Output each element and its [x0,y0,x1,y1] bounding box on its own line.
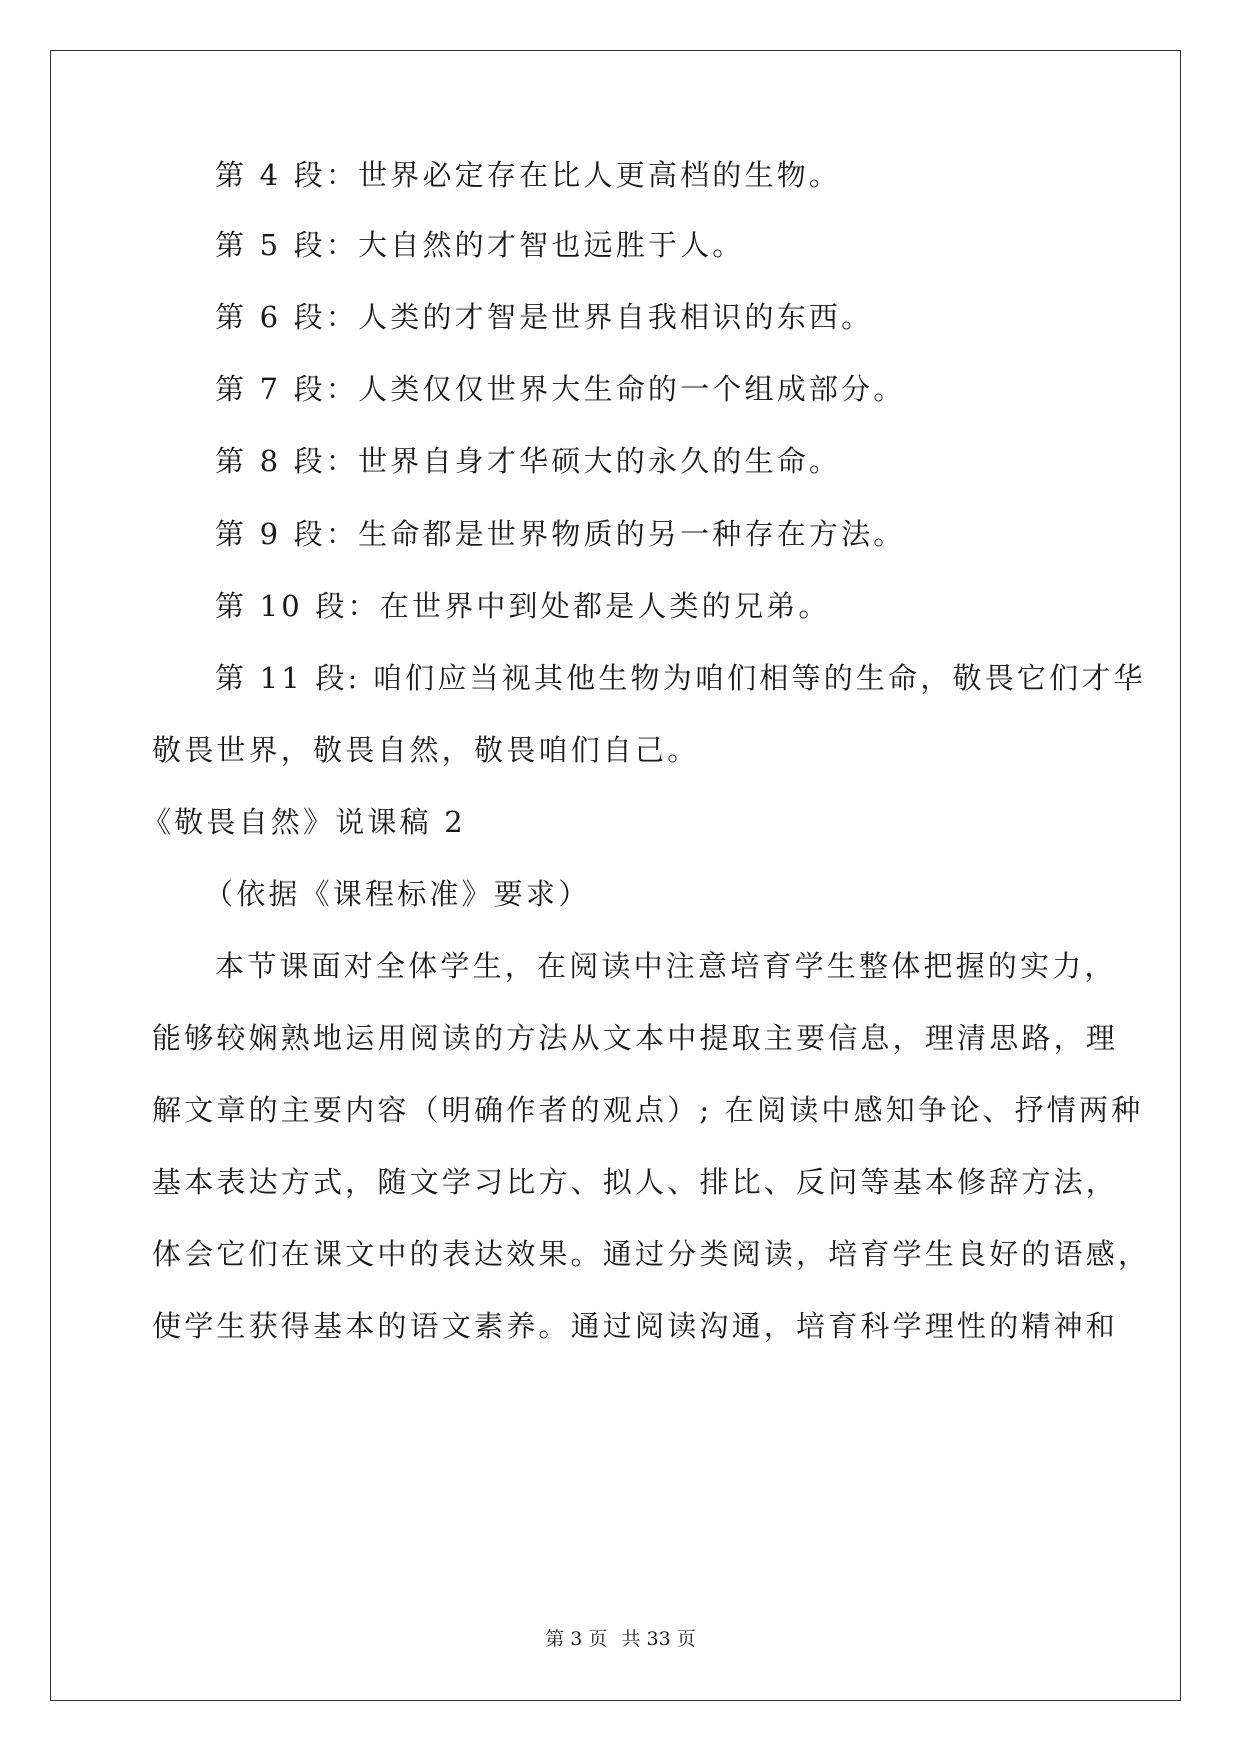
page-number: 第 3 页 [545,1628,608,1650]
page-footer [0,1624,1241,1651]
body-line-2: 能够较娴熟地运用阅读的方法从文本中提取主要信息，理清思路，理 [152,1021,1119,1055]
paragraph-summary-11-continued: 敬畏世界，敬畏自然，敬畏咱们自己。 [152,733,700,767]
paragraph-summary-10: 第 10 段：在世界中到处都是人类的兄弟。 [215,589,831,623]
page-total: 共 33 页 [621,1628,696,1650]
paragraph-summary-5: 第 5 段：大自然的才智也远胜于人。 [215,228,745,262]
paragraph-summary-6: 第 6 段：人类的才智是世界自我相识的东西。 [215,300,874,334]
body-line-3: 解文章的主要内容（明确作者的观点）; 在阅读中感知争论、抒情两种 [152,1093,1144,1127]
body-line-5: 体会它们在课文中的表达效果。通过分类阅读，培育学生良好的语感， [152,1237,1151,1271]
paragraph-summary-11: 第 11 段: 咱们应当视其他生物为咱们相等的生命，敬畏它们才华 [215,661,1146,695]
paragraph-summary-8: 第 8 段：世界自身才华硕大的永久的生命。 [215,444,842,478]
body-line-4: 基本表达方式，随文学习比方、拟人、排比、反问等基本修辞方法， [152,1165,1119,1199]
section-subheading: （依据《课程标准》要求） [204,877,591,911]
paragraph-summary-9: 第 9 段：生命都是世界物质的另一种存在方法。 [215,517,906,551]
paragraph-summary-4: 第 4 段：世界必定存在比人更高档的生物。 [215,158,842,192]
body-line-6: 使学生获得基本的语文素养。通过阅读沟通，培育科学理性的精神和 [152,1309,1119,1343]
paragraph-summary-7: 第 7 段：人类仅仅世界大生命的一个组成部分。 [215,372,906,406]
section-heading: 《敬畏自然》说课稿 2 [142,805,466,839]
body-line-1: 本节课面对全体学生，在阅读中注意培育学生整体把握的实力， [215,949,1117,983]
